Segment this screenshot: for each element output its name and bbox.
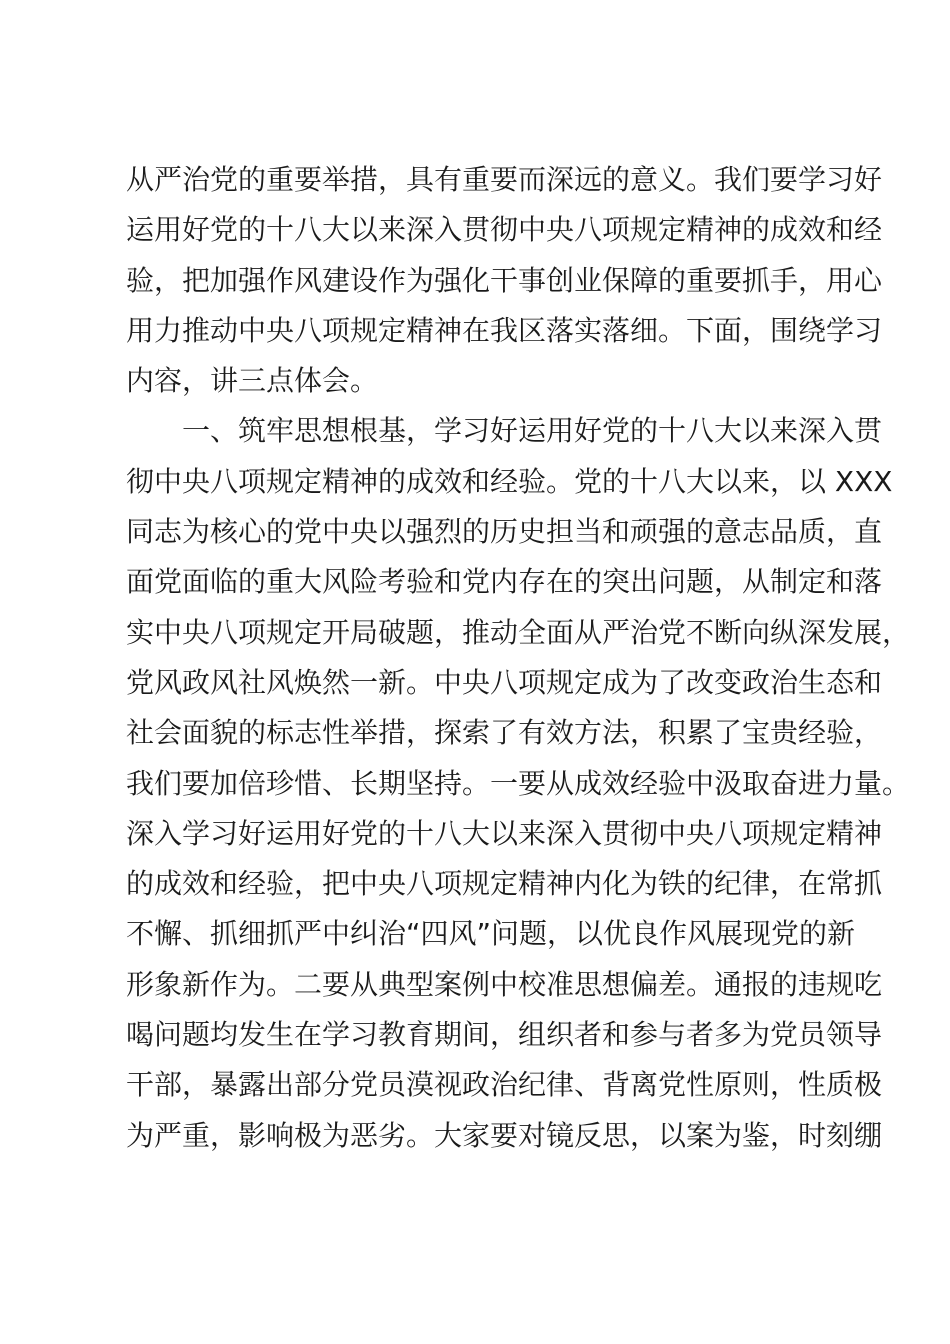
- text-line: 运用好党的十八大以来深入贯彻中央八项规定精神的成效和经: [126, 213, 883, 247]
- text-line: 社会面貌的标志性举措，探索了有效方法，积累了宝贵经验，: [126, 716, 883, 750]
- text-line: 验，把加强作风建设作为强化干事创业保障的重要抓手，用心: [126, 263, 883, 297]
- text-line: 从严治党的重要举措，具有重要而深远的意义。我们要学习好: [126, 163, 883, 196]
- text-line: 面党面临的重大风险考验和党内存在的突出问题，从制定和落: [126, 565, 883, 599]
- text-line: 干部，暴露出部分党员漠视政治纪律、背离党性原则，性质极: [126, 1068, 883, 1102]
- text-line: 的成效和经验，把中央八项规定精神内化为铁的纪律，在常抓: [126, 867, 883, 901]
- text-line: 为严重，影响极为恶劣。大家要对镜反思，以案为鉴，时刻绷: [126, 1118, 883, 1152]
- text-line: 同志为核心的党中央以强烈的历史担当和顽强的意志品质，直: [126, 515, 883, 549]
- text-line: 形象新作为。二要从典型案例中校准思想偏差。通报的违规吃: [126, 967, 883, 1001]
- text-line: 用力推动中央八项规定精神在我区落实落细。下面，围绕学习: [126, 313, 883, 347]
- text-line: 喝问题均发生在学习教育期间，组织者和参与者多为党员领导: [126, 1018, 883, 1052]
- text-line: 彻中央八项规定精神的成效和经验。党的十八大以来，以 XXX: [126, 464, 893, 498]
- body-text: [126, 155, 911, 1161]
- text-line: 实中央八项规定开局破题，推动全面从严治党不断向纵深发展，: [126, 615, 911, 649]
- text-line: 党风政风社风焕然一新。中央八项规定成为了改变政治生态和: [126, 665, 883, 699]
- paragraph-end-line: 内容，讲三点体会。: [126, 364, 379, 398]
- text-line: 深入学习好运用好党的十八大以来深入贯彻中央八项规定精神: [126, 816, 883, 850]
- section-heading-line: 一、筑牢思想根基，学习好运用好党的十八大以来深入贯: [182, 414, 883, 448]
- text-line: 我们要加倍珍惜、长期坚持。一要从成效经验中汲取奋进力量。: [126, 766, 911, 800]
- text-line: 不懈、抓细抓严中纠治“四风”问题，以优良作风展现党的新: [126, 917, 856, 951]
